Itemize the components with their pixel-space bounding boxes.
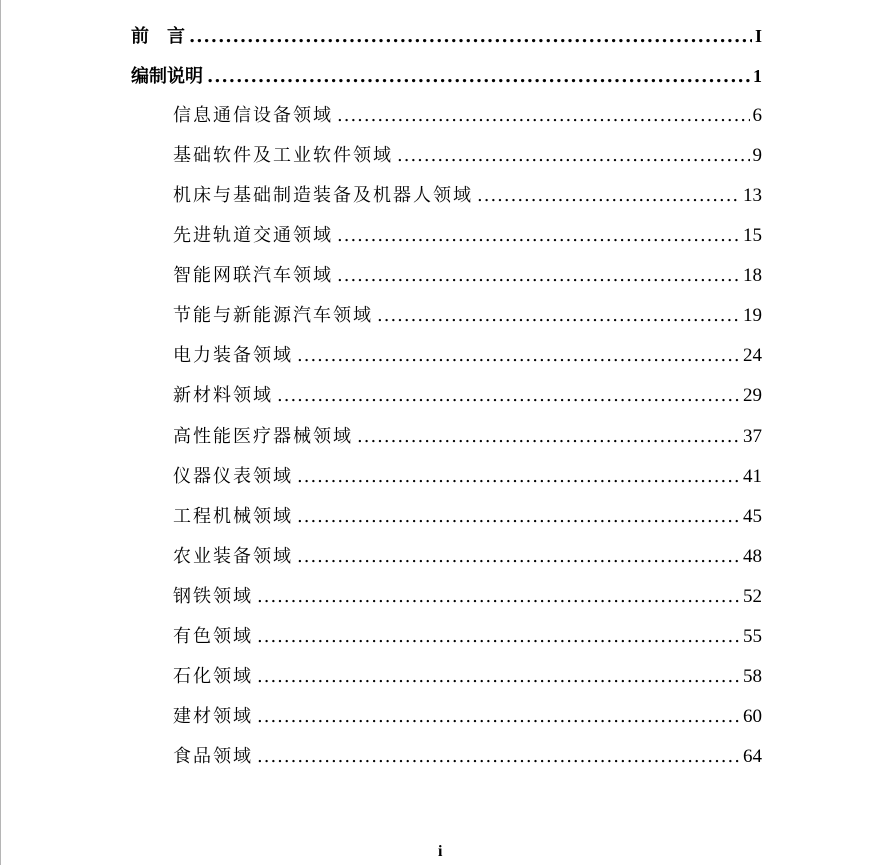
toc-entry-title: 建材领域 (173, 706, 253, 727)
toc-entry[interactable] (173, 622, 762, 648)
toc-entry-title: 食品领域 (173, 746, 253, 767)
toc-entry[interactable] (173, 221, 762, 247)
toc-entry-page: 60 (743, 706, 762, 727)
toc-entry-page: 52 (743, 586, 762, 607)
toc-entry-title: 农业装备领域 (173, 546, 293, 567)
toc-dot-leader (297, 466, 740, 487)
toc-entry-page: 37 (743, 426, 762, 447)
toc-dot-leader (337, 105, 750, 126)
toc-entry-title: 新材料领域 (173, 385, 273, 406)
toc-entry-page: 45 (743, 506, 762, 527)
toc-entry-page: 48 (743, 546, 762, 567)
toc-entry-title: 信息通信设备领域 (173, 105, 333, 126)
toc-entry-title: 电力装备领域 (173, 345, 293, 366)
toc-dot-leader (297, 546, 740, 567)
toc-entry[interactable] (173, 462, 762, 488)
toc-entry[interactable] (173, 582, 762, 608)
toc-entry[interactable] (173, 101, 762, 127)
toc-dot-leader (357, 426, 740, 447)
toc-entry-page: 6 (752, 105, 762, 126)
toc-entry-page: 64 (743, 746, 762, 767)
toc-entry[interactable] (173, 141, 762, 167)
toc-entry-title: 仪器仪表领域 (173, 466, 293, 487)
toc-dot-leader (207, 66, 750, 87)
toc-entry[interactable] (173, 301, 762, 327)
toc-entry[interactable] (173, 662, 762, 688)
toc-dot-leader (257, 746, 740, 767)
toc-dot-leader (257, 666, 740, 687)
toc-entry-title: 智能网联汽车领域 (173, 265, 333, 286)
toc-entry-page: 19 (743, 305, 762, 326)
toc-entry-page: 58 (743, 666, 762, 687)
toc-entry-page: I (754, 26, 762, 46)
toc-entry[interactable] (173, 742, 762, 768)
toc-entry-title: 高性能医疗器械领域 (173, 426, 353, 447)
toc-entry[interactable] (173, 381, 762, 407)
toc-entry-page: 41 (743, 466, 762, 487)
toc-dot-leader (337, 225, 740, 246)
toc-entry[interactable] (173, 422, 762, 448)
toc-entry-title: 钢铁领域 (173, 586, 253, 607)
toc-dot-leader (297, 506, 740, 527)
toc-entry-title: 先进轨道交通领域 (173, 225, 333, 246)
toc-entry-title: 前 言 (131, 26, 185, 47)
toc-dot-leader (257, 586, 740, 607)
toc-entry-title: 有色领域 (173, 626, 253, 647)
toc-entry-title: 基础软件及工业软件领域 (173, 145, 393, 166)
toc-entry-page: 13 (743, 185, 762, 206)
toc-dot-leader (377, 305, 740, 326)
toc-entry[interactable] (173, 341, 762, 367)
toc-entry-compilation-notes[interactable] (131, 62, 762, 88)
toc-dot-leader (297, 345, 740, 366)
toc-dot-leader (189, 26, 752, 47)
toc-entry-title: 编制说明 (131, 66, 203, 87)
toc-entry-page: 9 (752, 145, 762, 166)
toc-dot-leader (397, 145, 750, 166)
toc-entry-page: 29 (743, 385, 762, 406)
toc-entry-title: 节能与新能源汽车领域 (173, 305, 373, 326)
toc-entry[interactable] (173, 261, 762, 287)
page-number: i (438, 843, 443, 860)
toc-entry-page: 18 (743, 265, 762, 286)
toc-entry-page: 1 (753, 66, 762, 86)
toc-entry-page: 15 (743, 225, 762, 246)
toc-dot-leader (277, 385, 740, 406)
toc-dot-leader (337, 265, 740, 286)
toc-entry[interactable] (173, 502, 762, 528)
toc-entry-title: 石化领域 (173, 666, 253, 687)
toc-dot-leader (257, 706, 740, 727)
toc-entry[interactable] (173, 702, 762, 728)
toc-entry-page: 55 (743, 626, 762, 647)
toc-entry-title: 机床与基础制造装备及机器人领域 (173, 185, 473, 206)
toc-entry-page: 24 (743, 345, 762, 366)
toc-entry[interactable] (173, 542, 762, 568)
toc-dot-leader (257, 626, 740, 647)
toc-entry[interactable] (173, 181, 762, 207)
toc-entry-title: 工程机械领域 (173, 506, 293, 527)
toc-entry-preface[interactable] (131, 22, 762, 48)
toc-dot-leader (477, 185, 740, 206)
